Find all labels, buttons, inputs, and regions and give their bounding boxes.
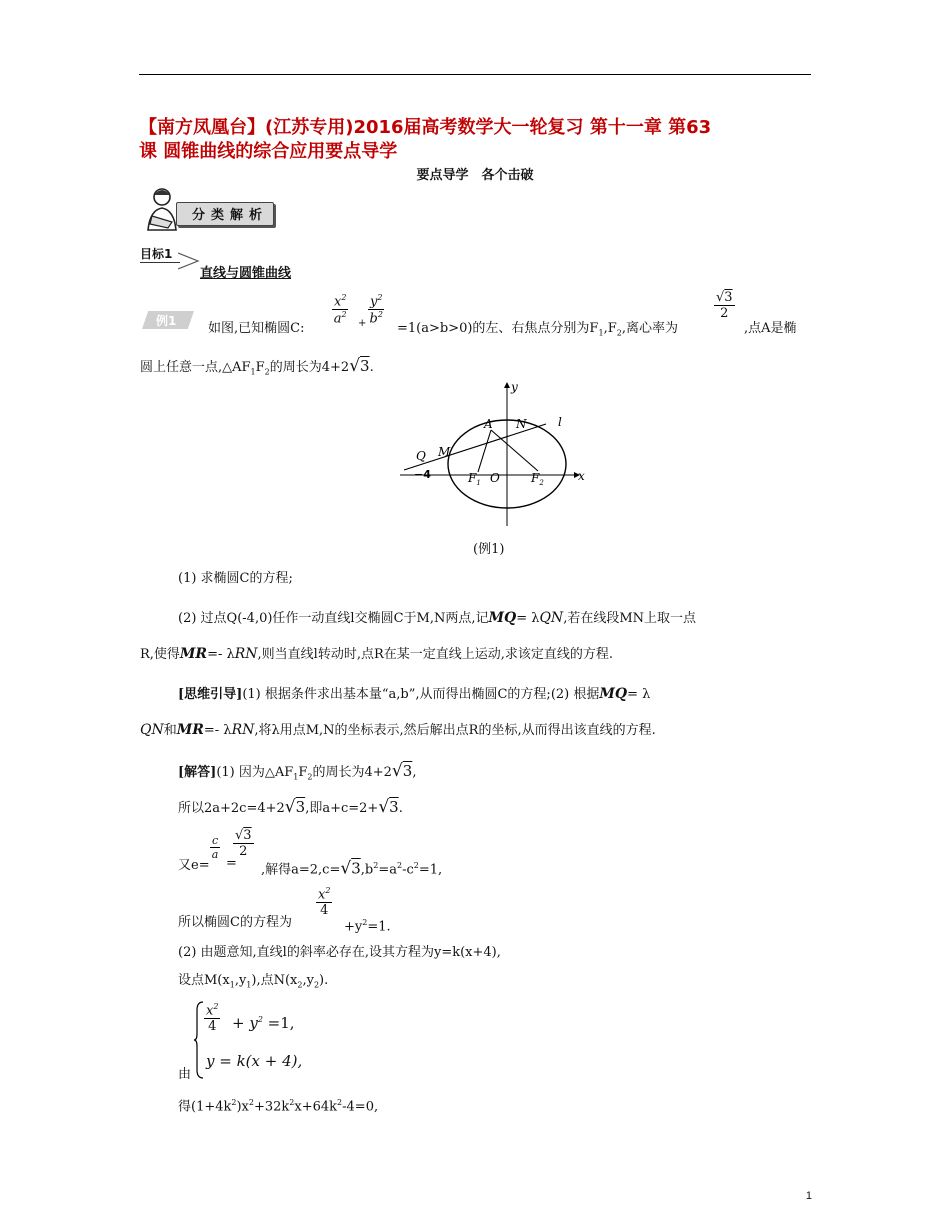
- example-intro-text: 如图,已知椭圆C:: [208, 321, 305, 336]
- example-tag-label: 例1: [156, 314, 177, 328]
- top-rule: [139, 74, 811, 75]
- solution-line-2: 所以2a+2c=4+2√3,即a+c=2+√3.: [178, 797, 403, 817]
- equation-system: [194, 1000, 314, 1080]
- label-y: y: [511, 380, 518, 394]
- example-line-2: 圆上任意一点$,\triangle AF_1F_2$的周长为4+2√3.: [140, 356, 374, 377]
- solution-line-4b: $+y^2=1$.: [344, 918, 391, 935]
- fraction-sqrt3-2-b: $\frac{√3}{2}$: [235, 828, 252, 859]
- solution-line-4a: 所以椭圆C的方程为: [178, 915, 292, 930]
- example-intro-text-3: ,点A是椭: [744, 321, 797, 336]
- system-eq-1: + $y^2 =1$,: [232, 1014, 295, 1032]
- solution-line-6: 设点$M(x_1,y_1)$,点$N(x_2,y_2)$.: [178, 973, 329, 990]
- title-line-2: 课 圆锥曲线的综合应用要点导学: [139, 141, 398, 162]
- label-O: O: [490, 471, 500, 485]
- label-A: A: [484, 417, 493, 431]
- left-brace: [194, 1000, 204, 1080]
- ellipse-figure: [398, 378, 598, 528]
- plus-sign: +: [358, 318, 367, 329]
- question-2-line-2: R,使得MR=- λRN,则当直线l转动时,点R在某一定直线上运动,求该定直线的方程.: [140, 646, 614, 662]
- question-1: (1) 求椭圆C的方程;: [178, 571, 293, 586]
- section-banner: [140, 186, 272, 232]
- segment-AF1: [478, 430, 491, 472]
- label-minus4: −4: [414, 468, 431, 481]
- example-intro-text-2: =1(a>b>0)的左、右焦点分别为$F_1,F_2$,离心率为: [397, 321, 678, 338]
- hint-line-2: QN和MR=- λRN,将λ用点M,N的坐标表示,然后解出点R的坐标,从而得出该直线的方程.: [140, 722, 656, 738]
- target-tag: 目标1: [140, 245, 200, 271]
- page-title: [139, 116, 814, 164]
- solution-line-3a: 又e=: [178, 858, 210, 873]
- label-F1: $F_1$: [468, 471, 481, 487]
- equals-sign: =: [226, 856, 237, 871]
- hint-line-1: [思维引导](1) 根据条件求出基本量“a,b”,从而得出椭圆C的方程;(2) 根据MQ= λ: [178, 686, 651, 702]
- solution-line-3b: ,解得$a=2,c=√3,b^2=a^2-c^2=1$,: [261, 858, 443, 879]
- solution-line-8: 得$(1+4k^2)x^2+32k^2x+64k^2-4=0$,: [178, 1098, 379, 1115]
- label-Q: Q: [416, 449, 426, 463]
- fraction-x2-a2: $\frac{x^2}{a^2}$: [333, 293, 347, 327]
- fraction-x2-4: $\frac{x^2}{4}$: [318, 886, 331, 919]
- figure-caption: (例1): [473, 542, 505, 557]
- question-2-line-1: (2) 过点Q(-4,0)任作一动直线l交椭圆C于M,N两点,记MQ= λQN,若在线段MN上取一点: [178, 610, 697, 626]
- label-F2: $F_2$: [531, 471, 544, 487]
- fraction-y2-b2: $\frac{y^2}{b^2}$: [369, 293, 383, 327]
- system-fraction: $\frac{x^2}{4}$: [206, 1002, 219, 1035]
- fraction-sqrt3-2: $\frac{√3}{2}$: [716, 290, 733, 321]
- arrow-icon: [178, 251, 200, 271]
- page-number: 1: [805, 1190, 812, 1202]
- label-N: N: [516, 417, 527, 431]
- target-heading: 直线与圆锥曲线: [200, 266, 292, 281]
- label-M: M: [438, 445, 451, 459]
- solution-line-1: [解答](1) 因为$\triangle AF_1F_2$的周长为4+2√3,: [178, 761, 417, 782]
- fraction-c-a: $\frac{c}{a}$: [211, 834, 219, 861]
- title-line-1: 【南方凤凰台】(江苏专用)2016届高考数学大一轮复习 第十一章 第63: [139, 117, 712, 138]
- solution-line-7: 由: [178, 1067, 192, 1082]
- solution-line-5: (2) 由题意知,直线l的斜率必存在,设其方程为y=k(x+4),: [178, 945, 501, 960]
- segment-AF2: [491, 430, 538, 471]
- banner-label: 分类解析: [192, 208, 269, 223]
- label-l: l: [558, 415, 562, 429]
- label-x: x: [578, 469, 585, 483]
- page-subtitle: 要点导学 各个击破: [416, 168, 534, 183]
- system-eq-2: y = k(x + 4),: [206, 1052, 303, 1070]
